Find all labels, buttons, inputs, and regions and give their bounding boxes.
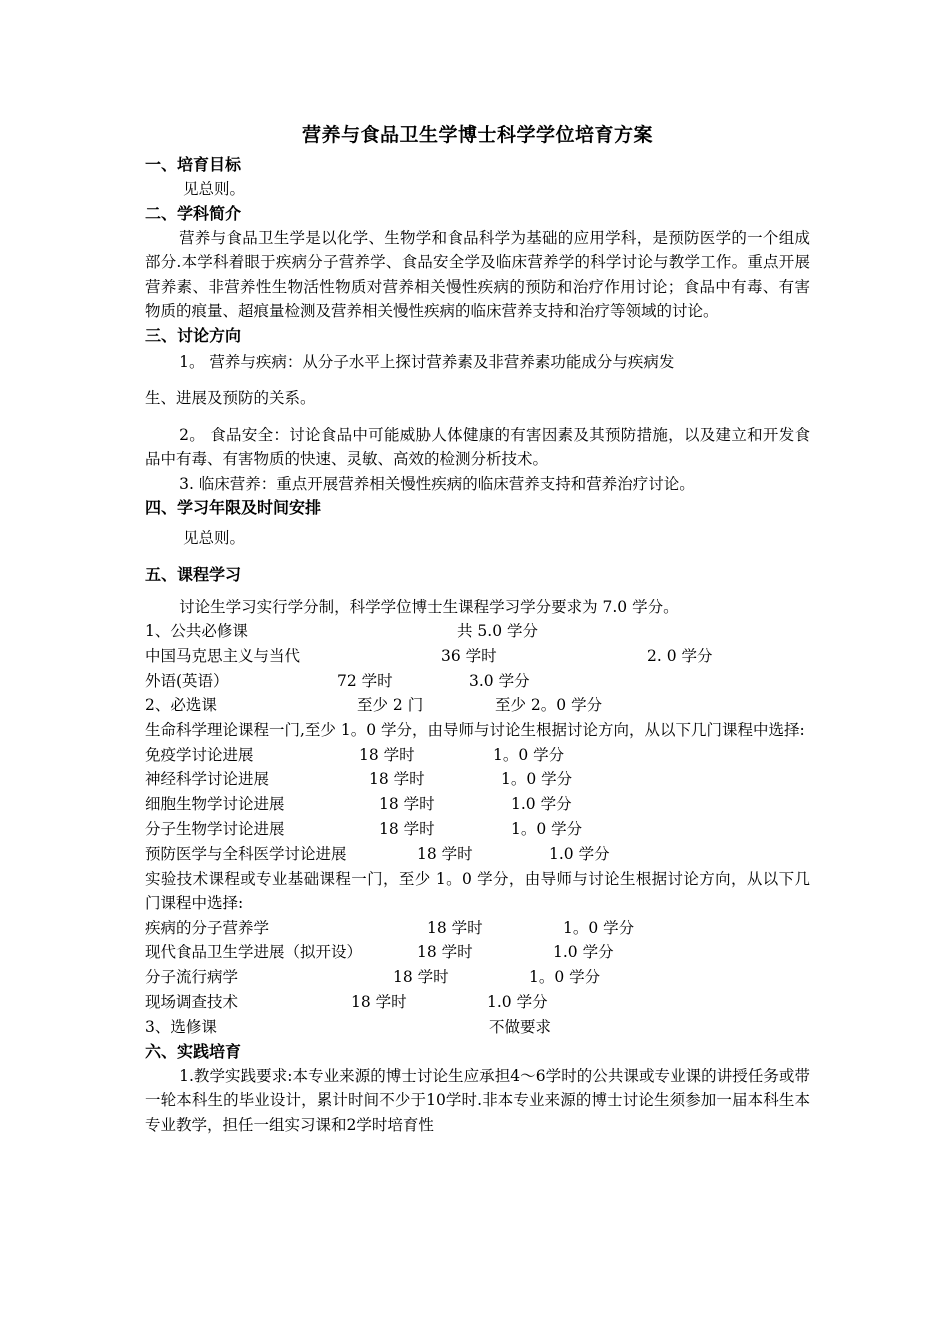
course-hours: 18 学时: [351, 993, 407, 1012]
public-required-label: 1、公共必修课: [145, 622, 248, 640]
course-name: 现场调查技术: [145, 993, 239, 1012]
course-hours: 18 学时: [359, 745, 415, 764]
direction-1-line2: 生、进展及预防的关系。: [145, 389, 316, 407]
section-heading-duration: 四、学习年限及时间安排: [145, 498, 322, 517]
course-hours: 18 学时: [417, 943, 473, 962]
course-credits: 2. 0 学分: [647, 646, 713, 665]
course-credits: 1.0 学分: [487, 993, 548, 1012]
direction-2: 2。 食品安全：讨论食品中可能威胁人体健康的有害因素及其预防措施，以及建立和开发食品中有毒、有害物质的快速、灵敏、高效的检测分析技术。: [145, 425, 810, 468]
direction-1-line1: 1。 营养与疾病：从分子水平上探讨营养素及非营养素功能成分与疾病发: [179, 352, 675, 371]
course-credits: 1。0 学分: [511, 820, 583, 839]
elective-row: [145, 1015, 810, 1040]
section-heading-courses: 五、课程学习: [145, 564, 242, 584]
course-row-english: [145, 669, 810, 694]
section-heading-intro: 二、学科简介: [145, 203, 242, 223]
lab-course-row: [145, 990, 810, 1015]
intro-text: 营养与食品卫生学是以化学、生物学和食品科学为基础的应用学科，是预防医学的一个组成部分.本学科着眼于疾病分子营养学、食品安全学及临床营养学的科学讨论与教学工作。重点开展营养素、非营养性生物活性物质对营养相关慢性疾病的预防和治疗作用讨论；食品中有毒、有害物质的痕量、超痕量检测及营养相关慢性疾病的临床营养支持和治疗等领域的讨论。: [145, 228, 810, 320]
public-required-row: [145, 619, 810, 644]
document-page: [145, 120, 810, 1137]
elective-requirement: 不做要求: [489, 1017, 552, 1036]
theory-course-row: [145, 817, 810, 842]
course-name: 预防医学与全科医学讨论进展: [145, 844, 347, 863]
theory-course-row: [145, 842, 810, 867]
course-hours: 18 学时: [427, 918, 483, 937]
lab-course-row: [145, 965, 810, 990]
required-courses-row: [145, 693, 810, 718]
course-credits: 1.0 学分: [553, 943, 614, 962]
course-credits: 1。0 学分: [563, 918, 635, 937]
course-name: 疾病的分子营养学: [145, 918, 270, 937]
course-hours: 18 学时: [369, 770, 425, 789]
course-name: 现代食品卫生学进展（拟开设）: [145, 943, 363, 962]
theory-course-row: [145, 792, 810, 817]
required-min-courses: 至少 2 门: [357, 696, 424, 715]
course-name: 细胞生物学讨论进展: [145, 795, 285, 814]
theory-courses-intro: 生命科学理论课程一门,至少 1。0 学分，由导师与讨论生根据讨论方向，从以下几门课程中选择:: [145, 721, 805, 740]
course-name: 中国马克思主义与当代: [145, 646, 301, 665]
course-row-marx: [145, 644, 810, 669]
course-credits: 1.0 学分: [511, 795, 572, 814]
public-required-total: 共 5.0 学分: [457, 622, 539, 640]
document-title: 营养与食品卫生学博士科学学位培育方案: [301, 124, 653, 146]
practice-text: 1.教学实践要求:本专业来源的博士讨论生应承担4～6学时的公共课或专业课的讲授任务或带一轮本科生的毕业设计，累计时间不少于10学时.非本专业来源的博士讨论生须参加一届本科生本专业教学，担任一组实习课和2学时培育性: [145, 1066, 810, 1134]
course-hours: 18 学时: [393, 968, 449, 987]
lab-courses-intro: 实验技术课程或专业基础课程一门，至少 1。0 学分，由导师与讨论生根据讨论方向，从以下几门课程中选择:: [145, 869, 810, 913]
course-credits: 1。0 学分: [529, 968, 601, 987]
course-hours: 18 学时: [379, 820, 435, 839]
course-name: 神经科学讨论进展: [145, 770, 270, 789]
direction-3: 3. 临床营养：重点开展营养相关慢性疾病的临床营养支持和营养治疗讨论。: [179, 474, 695, 493]
lab-course-row: [145, 916, 810, 941]
courses-intro: 讨论生学习实行学分制，科学学位博士生课程学习学分要求为 7.0 学分。: [179, 597, 679, 616]
required-min-credits: 至少 2。0 学分: [495, 696, 603, 715]
duration-text: 见总则。: [183, 529, 246, 547]
theory-course-row: [145, 743, 810, 768]
course-name: 分子生物学讨论进展: [145, 820, 285, 839]
course-credits: 3.0 学分: [469, 671, 530, 690]
course-credits: 1.0 学分: [549, 844, 610, 863]
course-hours: 36 学时: [441, 646, 497, 665]
theory-course-row: [145, 767, 810, 792]
required-courses-label: 2、必选课: [145, 696, 217, 715]
course-hours: 18 学时: [379, 795, 435, 814]
course-hours: 18 学时: [417, 844, 473, 863]
course-name: 分子流行病学: [145, 968, 239, 987]
course-hours: 72 学时: [337, 671, 393, 690]
section-heading-directions: 三、讨论方向: [145, 325, 242, 345]
section-heading-goals: 一、培育目标: [145, 155, 242, 174]
course-credits: 1。0 学分: [501, 770, 573, 789]
course-credits: 1。0 学分: [493, 745, 565, 764]
goals-text: 见总则。: [183, 180, 246, 198]
elective-label: 3、选修课: [145, 1017, 217, 1036]
course-name: 免疫学讨论进展: [145, 745, 254, 764]
lab-course-row: [145, 940, 810, 965]
section-heading-practice: 六、实践培育: [145, 1041, 242, 1061]
course-name: 外语(英语）: [145, 671, 229, 690]
